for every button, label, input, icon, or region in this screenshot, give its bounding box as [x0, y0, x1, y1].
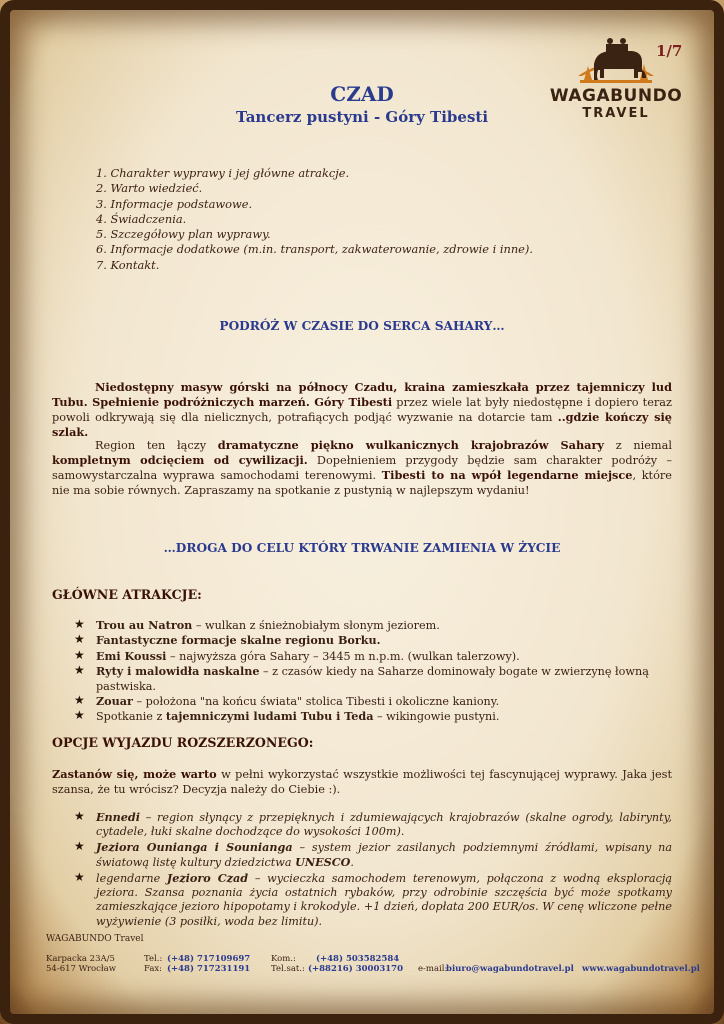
bold-text: Ennedi: [96, 810, 140, 824]
body-text: w pełni wykorzystać wszystkie możliwości tej fascynującej wyprawy. Jaka jest szansa, że tu wrócisz? Decyzja należy do Ciebie :).: [52, 768, 672, 796]
star-icon: ★: [74, 869, 85, 884]
attractions-heading: GŁÓWNE ATRAKCJE:: [52, 587, 202, 602]
body-text: przez wiele lat były niedostępne i dopiero teraz powoli odkrywają się dla nielicznych, potrafiących podjąć wyzwanie na dotarcie tam: [52, 396, 672, 424]
star-icon: ★: [74, 632, 85, 647]
body-text: Spotkanie z: [96, 710, 166, 724]
footer-fax: (+48) 717231191: [167, 964, 251, 974]
list-item: [74, 649, 672, 664]
footer-email-link[interactable]: biuro@wagabundotravel.pl: [446, 964, 574, 974]
star-icon: ★: [74, 693, 85, 708]
body-text: z niemal: [604, 439, 672, 452]
list-item: [74, 840, 672, 871]
body-text: .: [350, 856, 354, 870]
body-text: – system jezior zasilanych podziemnymi źródłami, wpisany na światową listę kultury dziedzictwa: [96, 840, 672, 870]
body-text: legendarne: [96, 871, 167, 885]
footer-website-link[interactable]: www.wagabundotravel.pl: [582, 964, 700, 974]
bold-text: UNESCO: [295, 855, 351, 870]
toc-item: 4. Świadczenia.: [96, 211, 187, 226]
footer-telsat: (+88216) 30003170: [308, 964, 404, 974]
options-heading: OPCJE WYJAZDU ROZSZERZONEGO:: [52, 735, 314, 750]
body-text: Region ten łączy: [95, 439, 218, 452]
list-item: [74, 871, 672, 930]
list-item: [74, 664, 672, 694]
body-text: – z czasów kiedy na Saharze dominowały bogate w zwierzynę łowną pastwiska.: [96, 665, 649, 693]
body-text: – wycieczka samochodem terenowym, połączona z wodną eksploracją jeziora. Szansa poznania życia ostatnich rybaków, przy odrobinie szczęścia być może spotkamy zamieszkające jezioro hipopotamy i krokodyle. +1 dzień, dopłata 200 EUR/os. W cenę wliczone pełne wyżywienie (3 posiłki, woda bez limitu).: [96, 871, 673, 928]
toc-item: 5. Szczegółowy plan wyprawy.: [96, 227, 271, 242]
footer-city: 54-617 Wrocław: [46, 964, 117, 974]
footer-kom: (+48) 503582584: [316, 954, 400, 964]
footer-fax-label: Fax:: [144, 964, 163, 974]
bold-text: Zouar: [96, 694, 133, 709]
footer-tel-label: Tel.:: [144, 954, 163, 964]
intro-paragraph-2: [52, 438, 672, 498]
toc-item: 2. Warto wiedzieć.: [96, 181, 203, 196]
bold-text: kompletnym odcięciem od cywilizacji.: [52, 453, 308, 467]
star-icon: ★: [74, 663, 85, 678]
section-heading-journey: PODRÓŻ W CZASIE DO SERCA SAHARY…: [219, 319, 505, 333]
footer-email-label: e-mail:: [418, 964, 448, 974]
footer-company: WAGABUNDO Travel: [46, 934, 144, 944]
toc-item: 1. Charakter wyprawy i jej główne atrakcje.: [96, 166, 350, 180]
star-icon: ★: [74, 647, 85, 662]
bold-text: Fantastyczne formacje skalne regionu Borku.: [96, 633, 381, 648]
body-text: – wikingowie pustyni.: [373, 710, 500, 724]
star-icon: ★: [74, 708, 85, 723]
page-number: 1/7: [656, 42, 683, 60]
logo-wordmark: WAGABUNDO: [549, 86, 683, 106]
options-intro: [52, 767, 672, 797]
toc-item: 3. Informacje podstawowe.: [96, 196, 253, 211]
list-item: [74, 618, 672, 633]
bold-text: Trou au Natron: [96, 618, 193, 632]
bold-text: tajemniczymi ludami Tubu i Teda: [165, 709, 374, 724]
star-icon: ★: [74, 617, 85, 631]
body-text: – wulkan z śnieżnobiałym słonym jeziorem.: [192, 619, 440, 632]
logo-subword: TRAVEL: [582, 106, 650, 121]
attractions-list: [74, 618, 672, 725]
toc-item: 6. Informacje dodatkowe (m.in. transport, zakwaterowanie, zdrowie i inne).: [96, 242, 533, 257]
bold-text: Tibesti to na wpół legendarne miejsce: [381, 468, 633, 482]
footer-telsat-label: Tel.sat.:: [271, 964, 305, 974]
body-text: – region słynący z przepięknych i zdumiewających krajobrazów (skalne ogrody, labirynty, cytadele, łuki skalne dochodzące do wysokości 100m).: [96, 811, 672, 839]
list-item: [74, 709, 672, 724]
footer-street: Karpacka 23A/5: [46, 954, 115, 964]
body-text: – położona "na końcu świata" stolica Tibesti i okoliczne kaniony.: [132, 695, 500, 709]
bold-text: Ryty i malowidła naskalne: [96, 664, 260, 679]
bold-text: Niedostępny masyw górski na północy Czadu, kraina zamieszkała przez tajemniczy lud Tubu. Spełnienie podróżniczych marzeń. Góry Tibesti: [52, 380, 672, 409]
list-item: [74, 694, 672, 709]
star-icon: ★: [74, 838, 85, 853]
bold-text: Zastanów się, może warto: [52, 767, 217, 781]
elephant-with-riders-icon: [576, 36, 656, 86]
body-text: Dopełnieniem przygody będzie sam charakter podróży – samowystarczalna wyprawa samochodami terenowymi.: [52, 454, 672, 482]
toc-item: 7. Kontakt.: [96, 257, 160, 272]
bold-text: Emi Koussi: [96, 648, 167, 663]
page-subtitle: Tancerz pustyni - Góry Tibesti: [235, 108, 489, 126]
star-icon: ★: [74, 809, 85, 823]
list-item: [74, 633, 672, 648]
options-list: [74, 810, 672, 929]
section-heading-road: …DROGA DO CELU KTÓRY TRWANIE ZAMIENIA W ŻYCIE: [163, 541, 561, 555]
list-item: [74, 810, 672, 840]
table-of-contents: [96, 166, 533, 273]
page-title: CZAD: [330, 82, 394, 106]
bold-text: dramatyczne piękno wulkanicznych krajobrazów Sahary: [217, 438, 604, 452]
bold-text: Jezioro Czad: [166, 870, 249, 885]
body-text: – najwyższa góra Sahary – 3445 m n.p.m. (wulkan talerzowy).: [166, 649, 520, 663]
footer-kom-label: Kom.:: [271, 954, 296, 964]
bold-text: Jeziora Ounianga i Sounianga: [96, 839, 293, 854]
bold-text: ..gdzie kończy się szlak.: [52, 410, 672, 439]
intro-paragraph-1: [52, 380, 672, 440]
footer-tel: (+48) 717109697: [167, 954, 251, 964]
body-text: , które nie ma sobie równych. Zapraszamy na spotkanie z pustynią w najlepszym wydaniu!: [52, 469, 672, 497]
